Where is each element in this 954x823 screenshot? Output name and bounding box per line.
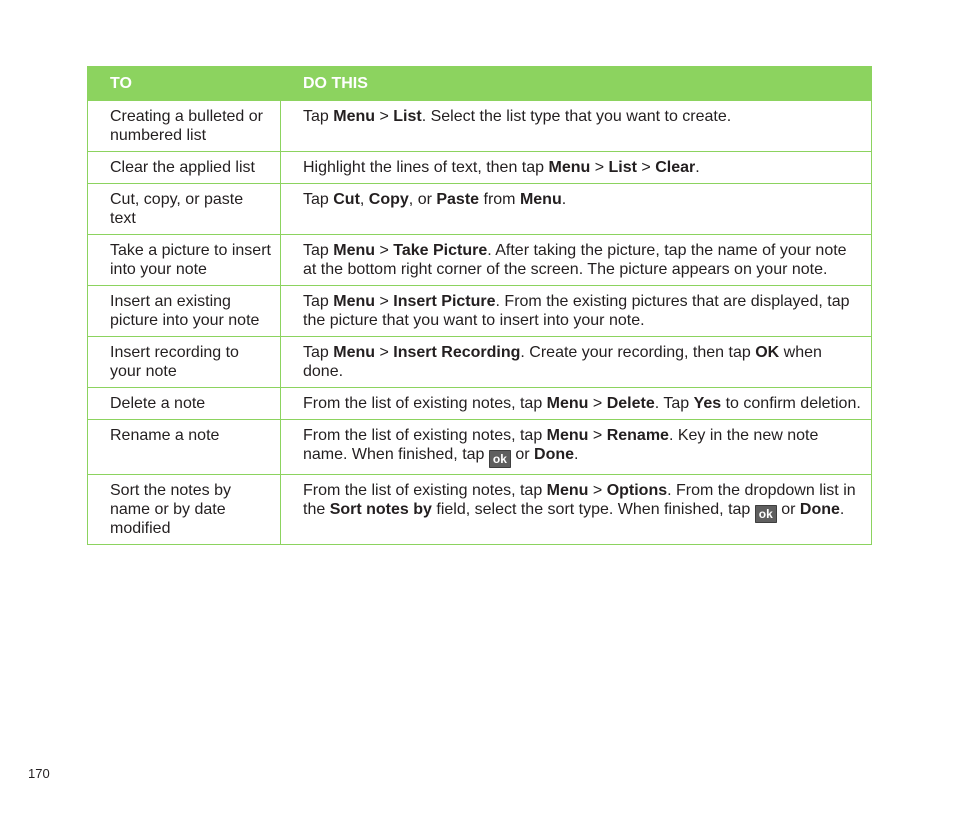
task-cell: Rename a note [88, 420, 281, 475]
action-keyword: Cut [333, 191, 360, 208]
table-row [88, 235, 872, 286]
action-text: From the list of existing notes, tap [303, 395, 547, 412]
task-cell: Clear the applied list [88, 152, 281, 184]
action-text: . [574, 446, 579, 463]
action-text: > [590, 159, 609, 176]
action-text: . [695, 159, 700, 176]
action-text: Tap [303, 242, 334, 259]
action-text: > [588, 395, 607, 412]
action-cell [281, 420, 872, 475]
task-cell: Sort the notes by name or by date modified [88, 475, 281, 545]
table-row [88, 101, 872, 152]
action-keyword: Delete [606, 395, 655, 412]
table-header-row [88, 67, 872, 101]
table-row [88, 475, 872, 545]
table-row [88, 337, 872, 388]
action-keyword: Options [606, 482, 668, 499]
action-keyword: OK [755, 344, 780, 361]
task-cell: Creating a bulleted or numbered list [88, 101, 281, 152]
action-text: or [510, 446, 535, 463]
action-keyword: Menu [333, 242, 376, 259]
action-text: or [776, 501, 800, 518]
action-text: , or [408, 191, 437, 208]
action-text: > [375, 293, 394, 310]
action-keyword: Done [534, 446, 575, 463]
action-keyword: Insert Recording [393, 344, 521, 361]
action-keyword: Paste [436, 191, 480, 208]
action-text: > [588, 482, 607, 499]
action-text: From the list of existing notes, tap [303, 482, 547, 499]
task-cell: Insert recording to your note [88, 337, 281, 388]
table-row [88, 152, 872, 184]
action-keyword: Take Picture [393, 242, 488, 259]
table-body [88, 101, 872, 545]
action-keyword: Menu [546, 395, 589, 412]
action-text: Highlight the lines of text, then tap [303, 159, 549, 176]
table-row [88, 388, 872, 420]
action-text: > [375, 108, 394, 125]
action-keyword: Menu [548, 159, 591, 176]
action-text: > [636, 159, 656, 176]
action-keyword: Sort notes by [329, 501, 432, 518]
action-keyword: Menu [546, 482, 589, 499]
action-keyword: Done [799, 501, 840, 518]
task-cell: Take a picture to insert into your note [88, 235, 281, 286]
action-text: > [588, 427, 607, 444]
ok-icon: ok [489, 450, 511, 468]
table-row [88, 286, 872, 337]
action-cell [281, 475, 872, 545]
table-row [88, 184, 872, 235]
action-text: to confirm deletion. [721, 395, 861, 412]
page-number: 170 [28, 766, 50, 781]
table-row [88, 420, 872, 475]
action-cell [281, 184, 872, 235]
action-text: . Key in the new note name. When finished, tap [303, 427, 819, 463]
action-text: from [479, 191, 520, 208]
action-cell [281, 286, 872, 337]
action-cell [281, 235, 872, 286]
action-text: Tap [303, 293, 334, 310]
action-text: . After taking the picture, tap the name of your note at the bottom right corner of the screen. The picture appears on your note. [303, 242, 847, 278]
action-text: . [839, 501, 845, 518]
action-keyword: Menu [333, 293, 376, 310]
action-text: > [375, 242, 394, 259]
action-text: . From the existing pictures that are displayed, tap the picture that you want to insert into your note. [303, 293, 850, 329]
instruction-table [87, 66, 872, 545]
action-keyword: Copy [368, 191, 409, 208]
action-keyword: Rename [606, 427, 669, 444]
action-keyword: Menu [546, 427, 589, 444]
task-cell: Cut, copy, or paste text [88, 184, 281, 235]
action-text: . Select the list type that you want to create. [421, 108, 732, 125]
action-text: . Tap [654, 395, 694, 412]
action-text: . [561, 191, 567, 208]
action-text: , [359, 191, 369, 208]
ok-icon: ok [755, 505, 777, 523]
action-text: when done. [303, 344, 822, 380]
header-to: TO [88, 67, 281, 101]
task-cell: Insert an existing picture into your note [88, 286, 281, 337]
action-text: From the list of existing notes, tap [303, 427, 547, 444]
action-keyword: List [608, 159, 637, 176]
action-text: > [375, 344, 394, 361]
action-keyword: Menu [333, 344, 376, 361]
action-text: . Create your recording, then tap [520, 344, 756, 361]
action-text: Tap [303, 108, 334, 125]
action-text: Tap [303, 191, 334, 208]
action-keyword: Insert Picture [393, 293, 496, 310]
action-cell [281, 152, 872, 184]
action-keyword: Menu [519, 191, 562, 208]
action-keyword: Yes [693, 395, 722, 412]
action-text: . From the dropdown list in the [303, 482, 856, 518]
action-text: field, select the sort type. When finished, tap [431, 501, 755, 518]
action-keyword: Menu [333, 108, 376, 125]
task-cell: Delete a note [88, 388, 281, 420]
action-cell [281, 337, 872, 388]
action-text: Tap [303, 344, 334, 361]
action-cell [281, 101, 872, 152]
header-do-this: DO THIS [281, 67, 872, 101]
action-keyword: Clear [655, 159, 696, 176]
action-cell [281, 388, 872, 420]
action-keyword: List [393, 108, 422, 125]
